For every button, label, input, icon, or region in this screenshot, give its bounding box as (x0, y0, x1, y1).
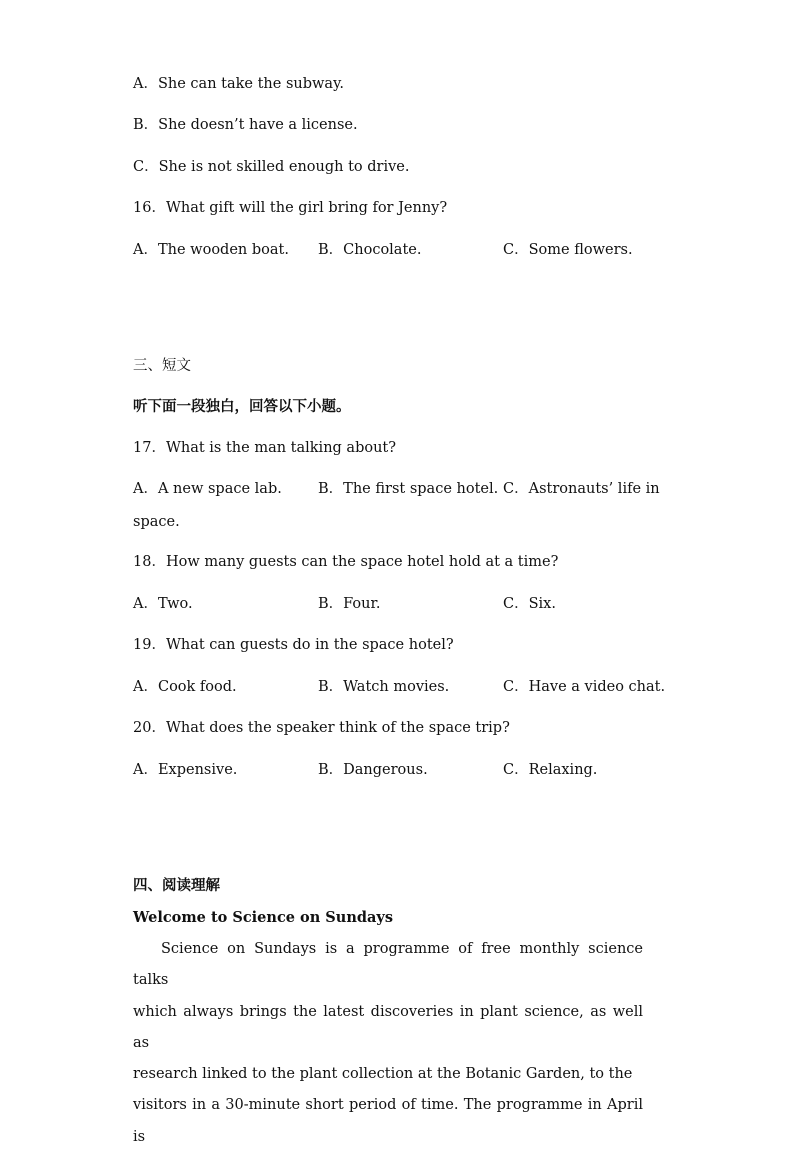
passage-line: which always brings the latest discoveries in plant science, as well as (133, 1003, 643, 1051)
q20-question: 20．What does the speaker think of the space trip? (133, 720, 510, 736)
passage-title: Welcome to Science on Sundays (133, 909, 393, 926)
q20-option-c: C．Relaxing. (503, 762, 598, 778)
q20-options (0, 758, 794, 778)
section4-title: 四、阅读理解 (133, 877, 220, 894)
passage-line: Science on Sundays is a programme of free monthly science talks (133, 941, 643, 989)
q19-options (0, 675, 794, 695)
q16-options (0, 238, 794, 258)
passage-line: research linked to the plant collection at the Botanic Garden, to the (133, 1066, 633, 1083)
q16-option-c: C．Some flowers. (503, 242, 633, 258)
section3-title: 三、短文 (133, 358, 191, 374)
q18-question: 18．How many guests can the space hotel hold at a time? (133, 554, 559, 570)
q17-question: 17．What is the man talking about? (133, 440, 397, 456)
q17-option-a: A．A new space lab. (133, 481, 282, 497)
q19-option-a: A．Cook food. (133, 679, 237, 695)
q18-option-a: A．Two. (133, 596, 193, 612)
q20-option-a: A．Expensive. (133, 762, 238, 778)
q18-option-c: C．Six. (503, 596, 556, 612)
passage-line: visitors in a 30-minute short period of time. The programme in April is (133, 1097, 643, 1145)
q19-option-b: B．Watch movies. (318, 679, 450, 695)
q18-option-b: B．Four. (318, 596, 381, 612)
passage-body (133, 934, 643, 1153)
q19-question: 19．What can guests do in the space hotel? (133, 637, 454, 653)
q15-option-a: A．She can take the subway. (133, 76, 344, 92)
q17-option-c-wrap: space. (133, 514, 180, 530)
q17-options (0, 477, 794, 497)
q16-option-b: B．Chocolate. (318, 242, 422, 258)
q16-option-a: A．The wooden boat. (133, 242, 289, 258)
q19-option-c: C．Have a video chat. (503, 679, 666, 695)
q17-option-b: B．The first space hotel. (318, 481, 499, 497)
q15-option-b: B．She doesn’t have a license. (133, 117, 358, 133)
q15-option-c: C．She is not skilled enough to drive. (133, 159, 410, 175)
q20-option-b: B．Dangerous. (318, 762, 428, 778)
q18-options (0, 592, 794, 612)
q16-question: 16．What gift will the girl bring for Jenny? (133, 200, 448, 216)
q17-option-c: C．Astronauts’ life in (503, 481, 660, 497)
section3-instruction: 听下面一段独白，回答以下小题。 (133, 398, 351, 415)
